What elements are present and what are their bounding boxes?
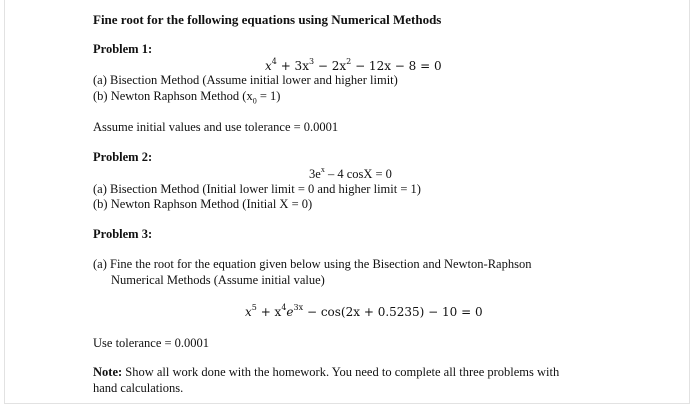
note-line-2: hand calculations. [93,381,184,395]
problem-3-tolerance: Use tolerance = 0.0001 [93,336,210,350]
problem-1-part-b: (b) Newton Raphson Method $(x_0 = 1)$ [93,89,281,106]
problem-1-part-a: (a) Bisection Method (Assume initial lower and higher limit) [93,73,398,87]
problem-3-part-a-line-2: Numerical Methods (Assume initial value) [111,273,325,287]
problem-3-heading: Problem 3: [93,227,153,241]
problem-3-equation: $x^5 + x^4e^{3x} - \cos(2x + 0.5235) - 10 = 0$ [245,303,483,319]
problem-2-part-b: (b) Newton Raphson Method (Initial X = 0) [93,197,313,211]
problem-2-heading: Problem 2: [93,150,153,164]
problem-1-heading: Problem 1: [93,42,153,56]
problem-3-part-a-line-1: (a) Fine the root for the equation given below using the Bisection and Newton-Raphson [93,257,532,271]
page-title: Fine root for the following equations using Numerical Methods [93,12,442,27]
document-page [4,0,690,404]
note-label: Note: [93,365,123,379]
problem-2-part-a: (a) Bisection Method (Initial lower limit = 0 and higher limit = 1) [93,182,421,196]
problem-1-equation: $x^4 + 3x^3 - 2x^2 - 12x - 8 = 0$ [265,57,442,73]
problem-1-tolerance: Assume initial values and use tolerance = 0.0001 [93,120,339,134]
note-line-1: Note: Show all work done with the homework. You need to complete all three problems with [93,365,560,379]
problem-2-equation: $3e^x - 4$ cosX = 0 [309,164,392,181]
